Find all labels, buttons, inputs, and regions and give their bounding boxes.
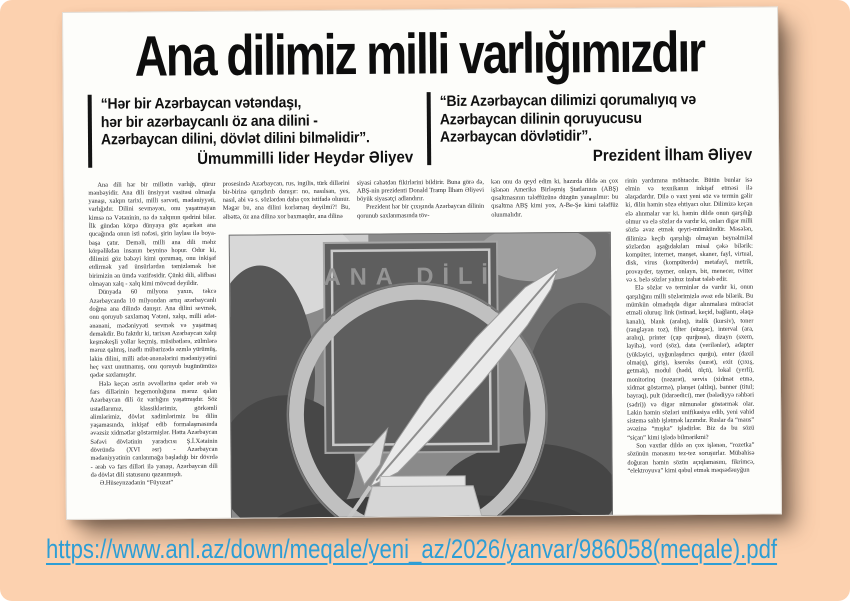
quote-left-text: “Hər bir Azərbaycan vətəndaşı, hər bir azərbaycanlı öz ana dilini - Azərbaycan dilini, dövlət dilini bilməlidir”. bbox=[100, 93, 370, 148]
newspaper-article-scan bbox=[62, 6, 782, 520]
article-body bbox=[88, 176, 755, 520]
article-column-1 bbox=[88, 180, 218, 520]
quote-heydar-aliyev bbox=[88, 92, 414, 167]
paragraph: prosesində Azərbaycan, rus, ingilis, türk dillərini bir-birinə qarışdırıb danışır: no, nasılsan, yes, nasıl, abi və s. sözlərdən daha çox istifadə olunur. Məgər bu, ana dilini korlamaq deyilmi?! Bu, əlbəttə, öz ana dilinə xor baxmaqdır, ana dilinə bbox=[222, 179, 350, 221]
quote-right-attribution: Prezident İlham Əliyev bbox=[592, 145, 753, 165]
paragraph: kən onu da qeyd edim ki, hazırda dildə ən çox işlənən Amerika Birləşmiş Ştatlarının (ABŞ) qısaltmasının tələffüzünə düzgün yanaşılmır: bu qısaltma ABŞ kimi yox, A-Be-Şe kimi tələffüz olunmalıdır. bbox=[490, 177, 619, 219]
monument-illustration bbox=[230, 232, 612, 520]
paragraph: Ə.Hüseynzadənin “Füyuzat” bbox=[99, 479, 174, 487]
ana-dili-monument-photo bbox=[229, 231, 613, 520]
article-headline: Ana dilimiz milli varlığımızdır bbox=[134, 19, 705, 89]
quote-ilham-aliyev bbox=[427, 90, 753, 165]
paragraph: Dünyada 60 milyona yaxın, təkcə Azərbaycanda 10 milyondan artıq azərbaycanlı doğma ana dilində danışır. Ana dilini sevmək, onu qoruyub saxlamaq Vətəni, xalqı, milli adət-ənənəni, mədəniyyəti sevmək və yaşatmaq deməkdir. Bu faktdır ki, tarixən Azərbaycan xalqı keşməkeşli yollar keçmiş, müsibətlərə, zülmlərə məruz qalmış, inadlı mübarizədə əzmlə yürümüş, lakin dilini, milli adət-ənənələrini mədəniyyətini heç vaxt unutmamış, onu qoruyub bugünümüzə qədər saxlamışdır. bbox=[89, 288, 218, 380]
paragraph: Prezident hər bir çıxışında Azərbaycan dilinin qorunub saxlanmasında töv- bbox=[356, 203, 485, 220]
paragraph: Elə sözlər və terminlər də vardır ki, onun qarşılığını milli sözlərimizlə əvəz edə bilərik. Bu mümkün olmadıqda digər alınmalara müraciət etməli oluruq: link (istinad, keçid, bağlantı, əlaqə kanalı), blank (aralıq), italik (kursiv), toner (rəngləyən toz), filter (süzgəc), interval (ara, aralıq), printer (çap qurğusu), dizayn (sxem, layihə), vord (söz), data (verilənlər), adapter (yükləyici, uyğunlaşdırıcı qurğu), enter (daxil olma(q), giriş), kseroks (surət), exit (çıxış, getmək), modul (hədd, ölçü), lokal (yerli), monitorinq (nəzarət), servis (xidmət etmə, xidmət göstərmə), planşet (altlıq), banner (titul; bayraq), pult (idarəedici), mer (bələdiyyə rəhbəri (sədri)) və digər nümunələr göstərmək olar. Lakin həmin sözləri unifikasiya edib, yeni vahid sistemə salıb işlətmək lazımdır. Ruslar da “maus” əvəzinə “mışka” işlədirlər. Biz də bu sözü “siçan” kimi işlədə bilmərikmi? bbox=[626, 283, 755, 442]
article-column-5 bbox=[625, 176, 755, 520]
paragraph: siyasi cəhətdən fikirlərini bildirir. Buna görə də, ABŞ-nin prezidenti Donald Tramp İlham Əliyevi böyük siyasətçi adlandırır. bbox=[356, 178, 485, 203]
paragraph: Hələ keçən əsrin əvvəllərinə qədər ərəb və fars dillərinin hegemonluğuna məruz qalan Azərbaycan dili öz varlığını yaşatmışdır. Söz ustadlarımız, klassiklərimiz, görkəmli alimlərimiz, dövlət xadimlərimiz bu dilin yaşamasında, inkişaf edib formalaşmasında əvəzsiz xidmətlər göstərmişlər. Hətta Azərbaycan Səfəvi dövlətinin yaradıcısı Ş.İ.Xətainin dövründə (XVI əsr) - Azərbaycan mədəniyyətinin canlanmağa başladığı bir dövrdə - ərəb və fars dilləri ilə yanaşı, Azərbaycan dili də dövlət dili statusunu qazanmışdı. bbox=[89, 379, 218, 479]
article-pdf-link[interactable]: https://www.anl.az/down/meqale/yeni_az/2026/yanvar/986058(meqale).pdf bbox=[46, 534, 778, 564]
quote-left-attribution: Ümummilli lider Heydər Əliyev bbox=[197, 147, 414, 168]
quote-right-text: “Biz Azərbaycan dilimizi qorumalıyıq və Azərbaycan dilinin qoruyucusu Azərbaycan dövlətidir”. bbox=[439, 90, 696, 145]
paragraph: rinin yardımına möhtacdır. Bütün bunlar isə elmin və texnikanın inkişaf etməsi ilə əlaqədardır. Dilə o vaxt yeni söz və termin gəlir ki, dilin həmin sözə ehtiyacı olur. Dilimizə keçən elə alınmalar var ki, həmin dildə onun qarşılığı olmur və elə sözlər də vardır ki, onları digər milli sözlə əvəz etmək qeyri-mümkündür. Məsələn, dilimizə keçib qarşılığı olmayan beynəlmiləl sözlərdən aşağıdakıları misal çəkə bilərik: kompüter, internet, manşet, skaner, fayl, virtual, disk, virus (kompüterdə) metafayl, metrik, provayder, taymer, onlayn, bit, menecer, tvitter və s. belə sözlər yalnız izahat tələb edir. bbox=[625, 176, 754, 284]
plaque-text: ANA DİLİ bbox=[323, 261, 497, 291]
paragraph: Ana dili hər bir millətin varlığı, qürur mənbəyidir. Ana dili ünsiyyət vasitəsi olmaqla yanaşı, xalqın tarixi, milli sərvəti, mədəniyyəti, varlığıdır. Dilini sevməyən, onu yaşatmayan kimsə nə Vətəninin, nə də xalqının qədrini bilər. İlk gündən körpə dünyaya göz açarkən ana qucağında onun isti nəfəsi, şirin laylası ilə boya-başa çatır. Deməli, milli ana dili məhz körpəlikdən insanın beyninə hopur. Odur ki, dilimizi göz bəbəyi kimi qorumaq, onu inkişaf etdirmək yad ünsürlərdən təmizləmək hər birimizin ən ümdə vəzifəsidir. Çünki dili, əlifbası olmayan xalq - xalq kimi mövcud deyildir. bbox=[88, 180, 217, 288]
paragraph: Son vaxtlar dildə ən çox işlənən, “rozetka” sözünün mənasını tez-tez soruşurlar. Mübahisə doğuran həmin sözün açıqlamasını, fikrimcə, “elektroyuva” kimi qəbul etmək məqsədəuyğun bbox=[627, 441, 755, 475]
